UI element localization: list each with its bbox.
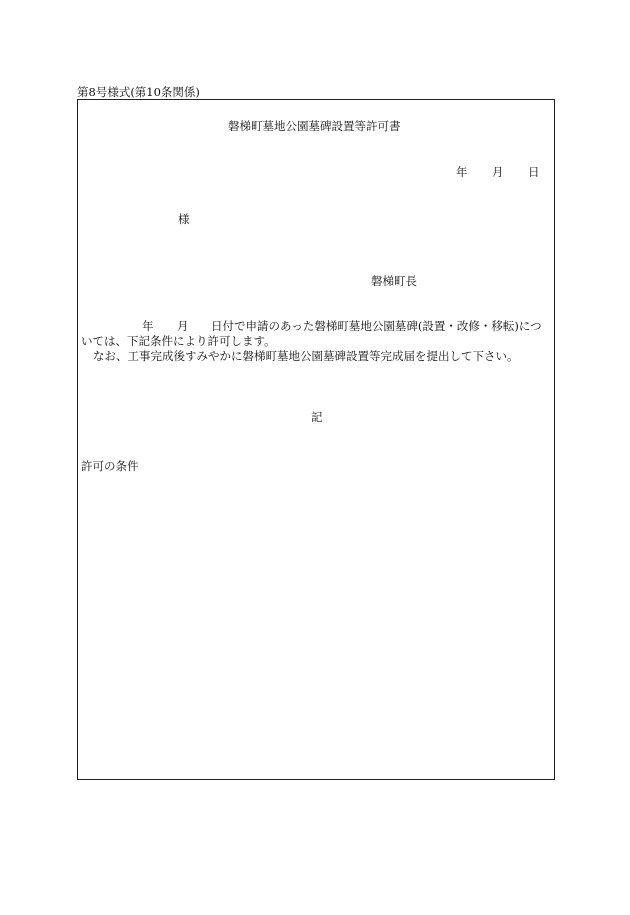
addressee-suffix: 様 bbox=[178, 212, 190, 226]
ki-label: 記 bbox=[311, 410, 323, 424]
body-line-3: なお、工事完成後すみやかに磐梯町墓地公園墓碑設置等完成届を提出して下さい。 bbox=[93, 349, 519, 363]
issue-day-label: 日 bbox=[528, 165, 540, 179]
issue-month-label: 月 bbox=[492, 165, 504, 179]
body-line-1: 日付で申請のあった磐梯町墓地公園墓碑(設置・改修・移転)につ bbox=[211, 319, 542, 333]
body-month-label: 月 bbox=[177, 319, 189, 333]
body-line-2: いては、下記条件により許可します。 bbox=[81, 334, 276, 348]
issuer-name: 磐梯町長 bbox=[371, 274, 417, 288]
issue-year-label: 年 bbox=[456, 165, 468, 179]
document-title: 磐梯町墓地公園墓碑設置等許可書 bbox=[228, 119, 401, 133]
body-year-label: 年 bbox=[142, 319, 154, 333]
form-number: 第8号様式(第10条関係) bbox=[77, 85, 200, 99]
conditions-label: 許可の条件 bbox=[81, 459, 139, 473]
form-frame bbox=[77, 99, 555, 780]
